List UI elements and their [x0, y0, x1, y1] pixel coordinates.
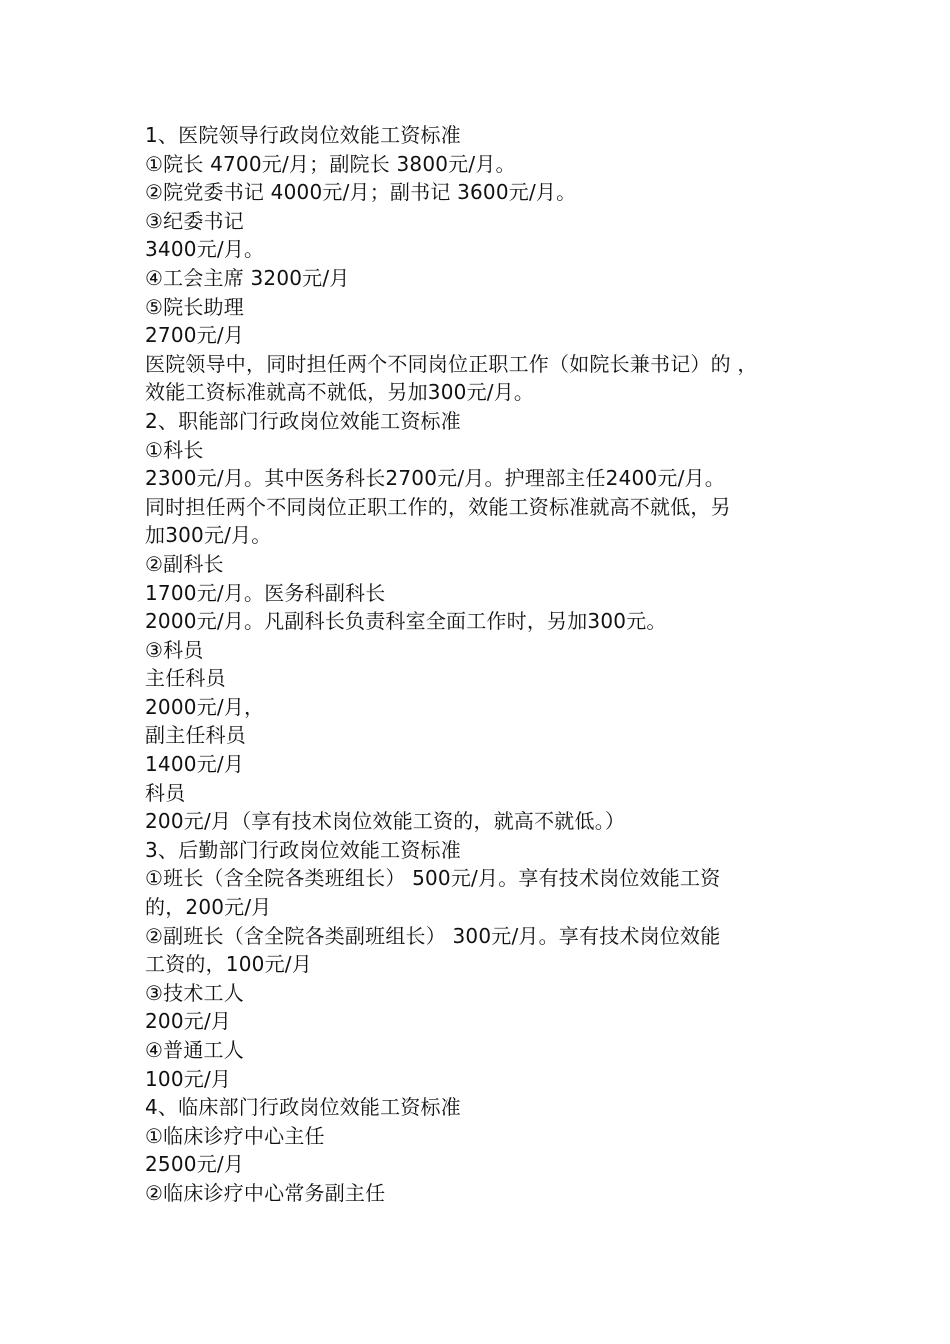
section-heading: 2、职能部门行政岗位效能工资标准	[145, 408, 461, 433]
text-line: 200元/月	[145, 1009, 232, 1034]
text-line: 的，200元/月	[145, 895, 272, 920]
text-line: ③科员	[145, 637, 204, 662]
text-line: ①临床诊疗中心主任	[145, 1123, 325, 1148]
text-line: 2300元/月。其中医务科长2700元/月。护理部主任2400元/月。	[145, 466, 725, 491]
text-line: 科员	[145, 780, 186, 805]
text-line: 1400元/月	[145, 752, 245, 777]
text-line: ②临床诊疗中心常务副主任	[145, 1180, 386, 1205]
text-line: ①科长	[145, 437, 204, 462]
section-heading: 4、临床部门行政岗位效能工资标准	[145, 1095, 461, 1120]
text-line: 2700元/月	[145, 323, 245, 348]
text-line: ③纪委书记	[145, 208, 244, 233]
text-line: 同时担任两个不同岗位正职工作的，效能工资标准就高不就低，另	[145, 494, 731, 519]
text-line: ⑤院长助理	[145, 294, 244, 319]
text-line: ③技术工人	[145, 980, 244, 1005]
text-line: ①班长（含全院各类班组长） 500元/月。享有技术岗位效能工资	[145, 866, 721, 891]
text-line: ④工会主席 3200元/月	[145, 265, 350, 290]
text-line: ②副班长（含全院各类副班组长） 300元/月。享有技术岗位效能	[145, 923, 721, 948]
text-line: 主任科员	[145, 666, 226, 691]
text-line: 2000元/月。凡副科长负责科室全面工作时，另加300元。	[145, 609, 667, 634]
text-line: 2500元/月	[145, 1152, 245, 1177]
text-line: ②副科长	[145, 551, 224, 576]
text-line: 2000元/月，	[145, 694, 265, 719]
text-line: ②院党委书记 4000元/月；副书记 3600元/月。	[145, 180, 577, 205]
section-heading: 1、医院领导行政岗位效能工资标准	[145, 123, 461, 147]
text-line: 200元/月（享有技术岗位效能工资的，就高不就低。）	[145, 809, 626, 834]
text-line: 3400元/月。	[145, 237, 265, 262]
section-heading: 3、后勤部门行政岗位效能工资标准	[145, 837, 461, 862]
text-line: 加300元/月。	[145, 523, 272, 548]
text-line: ④普通工人	[145, 1038, 244, 1062]
text-line: 工资的，100元/月	[145, 952, 312, 977]
text-line: 100元/月	[145, 1066, 232, 1091]
document-page	[145, 121, 835, 1208]
text-line: 1700元/月。医务科副科长	[145, 580, 386, 605]
text-line: ①院长 4700元/月；副院长 3800元/月。	[145, 151, 516, 176]
text-line: 效能工资标准就高不就低，另加300元/月。	[145, 380, 535, 405]
text-line: 医院领导中，同时担任两个不同岗位正职工作（如院长兼书记）的 ，	[145, 351, 758, 376]
text-line: 副主任科员	[145, 723, 246, 748]
